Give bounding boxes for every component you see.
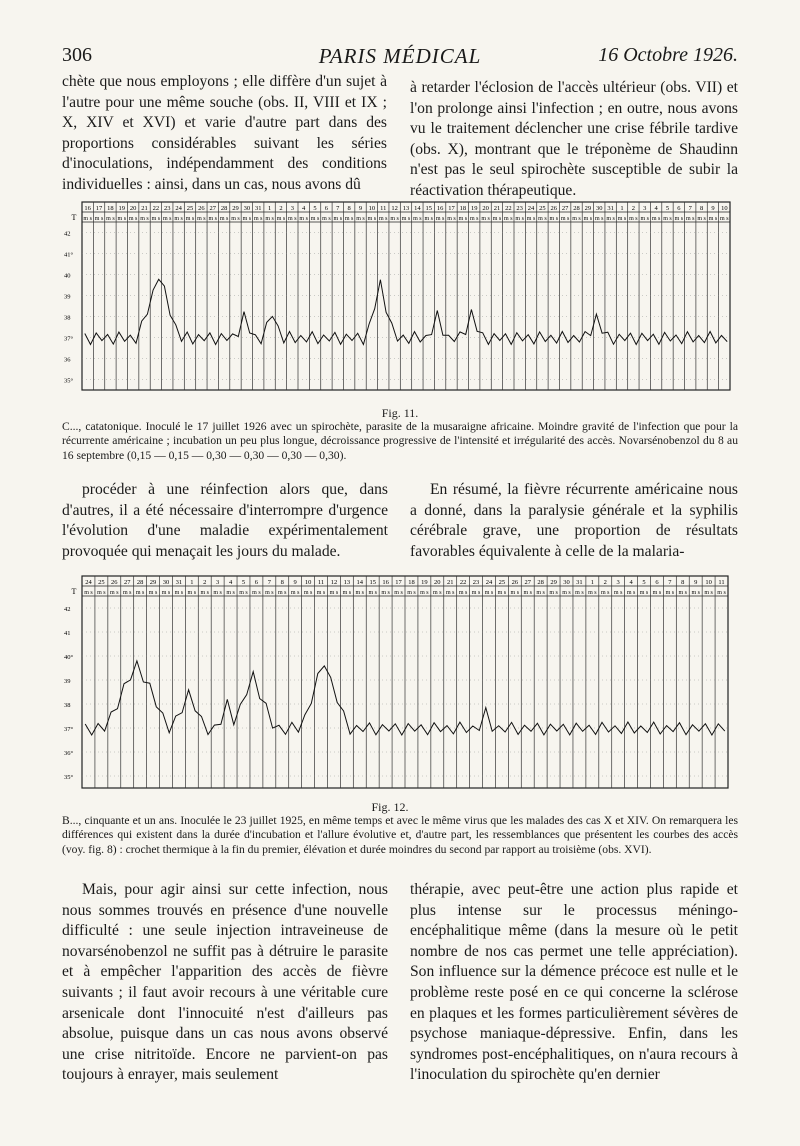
day-label: 2 (603, 579, 607, 586)
ms-label: m s (94, 216, 104, 222)
day-label: 7 (336, 205, 340, 212)
ms-label: m s (219, 216, 229, 222)
paragraph: Mais, pour agir ainsi sur cette infection, nous nous sommes trouvés en présence d'une nouvelle difficulté : une seule injection intraveineuse de novarsénobenzol ne suffit pas à détruire le parasite et à empêcher l'apparition des accès de fièvre suivants ; il faut avoir recours à une véritable cure arsenicale dont l'innocuité n'est d'ailleurs pas absolue, puisque dans un cas nous avons observé une crise nitritoïde. Encore ne parvient-on pas toujours à enrayer, mais seulement (62, 881, 388, 1084)
day-label: 16 (436, 205, 444, 212)
day-label: 29 (584, 205, 592, 212)
ms-label: m s (368, 590, 377, 596)
ms-label: m s (717, 590, 726, 596)
day-label: 21 (141, 205, 148, 212)
temp-label: 40 (64, 272, 71, 280)
paragraph: En résumé, la fièvre récurrente américaine nous a donné, dans la paralysie générale et la syphilis cérébrale grave, une proportion de résultats favorables équivalente à celle de la malaria- (410, 481, 738, 560)
day-label: 5 (665, 205, 670, 212)
paragraph: thérapie, avec peut-être une action plus rapide et plus intense sur le processus méningo-encéphalitique même (dans la mesure où le petit nombre de nos cas permet une telle appréciation). Son influence sur la démence précoce est nulle et le problème reste posé en ce qui concerne la sclérose en plaques et les formes particulièrement sévères de psychose maniaque-dépressive. Enfin, dans les syndromes post-encéphalitiques, on n'aura recours à l'inoculation du spirochète qu'en dernier (410, 881, 738, 1084)
temperature-curve (85, 279, 727, 344)
day-label: 10 (368, 205, 376, 212)
day-label: 24 (85, 579, 92, 586)
temperature-chart-12 (62, 572, 730, 792)
day-label: 30 (596, 205, 603, 212)
day-label: 21 (446, 579, 454, 586)
day-label: 16 (382, 579, 389, 586)
day-label: 20 (129, 205, 137, 212)
day-label: 19 (470, 205, 478, 212)
temp-label: 39 (64, 293, 71, 301)
ms-label: m s (492, 216, 502, 222)
day-label: 8 (280, 579, 284, 586)
day-label: 28 (136, 579, 144, 586)
ms-label: m s (239, 590, 248, 596)
day-label: 19 (118, 205, 126, 212)
ms-label: m s (390, 216, 399, 222)
day-label: 22 (505, 205, 512, 212)
day-label: 12 (391, 205, 398, 212)
ms-label: m s (342, 590, 352, 596)
ms-label: m s (174, 590, 184, 596)
figure-11-label: Fig. 11. (381, 406, 419, 420)
ms-label: m s (151, 216, 161, 222)
ms-label: m s (208, 216, 217, 222)
ms-label: m s (447, 216, 456, 222)
ms-label: m s (379, 216, 388, 222)
ms-label: m s (299, 216, 308, 222)
ms-label: m s (161, 590, 171, 596)
day-label: 2 (279, 205, 283, 212)
ms-label: m s (691, 590, 700, 596)
ms-label: m s (720, 216, 729, 222)
day-label: 2 (631, 205, 635, 212)
day-label: 6 (677, 205, 681, 212)
temperature-chart-11 (62, 198, 732, 394)
mid-right-column (410, 480, 738, 562)
ms-label: m s (663, 216, 672, 222)
ms-label: m s (572, 216, 581, 222)
day-label: 5 (241, 579, 246, 586)
paragraph: à retarder l'éclosion de l'accès ultérieur (obs. VII) et l'on prolonge ainsi l'infection ; en outre, nous avons vu le traitement déclencher une crise fébrile tardive (obs. X), montrant que le tréponème de Shaudinn n'est pas le seul spirochète susceptible de subir la réactivation thérapeutique. (410, 79, 738, 199)
ms-label: m s (685, 216, 695, 222)
ms-label: m s (316, 590, 326, 596)
ms-label: m s (253, 216, 263, 222)
figure-12-chart (62, 572, 730, 792)
ms-label: m s (97, 590, 106, 596)
day-label: 3 (643, 205, 647, 212)
day-label: 19 (421, 579, 428, 586)
ms-label: m s (148, 590, 158, 596)
day-label: 6 (655, 579, 659, 586)
day-label: 3 (216, 579, 220, 586)
temp-label: 38 (64, 702, 71, 709)
day-label: 18 (459, 205, 467, 212)
day-label: 10 (721, 205, 728, 212)
day-label: 15 (425, 205, 432, 212)
ms-label: m s (678, 590, 688, 596)
day-label: 4 (302, 205, 306, 212)
day-label: 26 (511, 579, 519, 586)
day-label: 30 (243, 205, 251, 212)
ms-label: m s (322, 216, 331, 222)
ms-label: m s (445, 590, 455, 596)
ms-label: m s (117, 216, 127, 222)
day-label: 26 (111, 579, 118, 586)
day-label: 17 (448, 205, 455, 212)
ms-label: m s (640, 216, 649, 222)
ms-label: m s (276, 216, 286, 222)
day-label: 9 (358, 205, 363, 212)
ms-label: m s (110, 590, 119, 596)
figure-11-caption: C..., catatonique. Inoculé le 17 juillet 1926 avec un spirochète, parasite de la musaraigne africaine. Moindre gravité de l'infection que pour la récurrente américaine ; incubation un peu plus longue, décroissance progressive de l'intensité et irrégularité des accès. Novarsénobenzol du 8 au 16 septembre (0,15 — 0,15 — 0,30 — 0,30 — 0,30 — 0,30). (62, 420, 738, 462)
ms-label: m s (504, 216, 513, 222)
ms-label: m s (401, 216, 411, 222)
ms-label: m s (549, 590, 558, 596)
day-label: 11 (317, 579, 325, 586)
ms-label: m s (329, 590, 339, 596)
day-label: 7 (688, 205, 692, 212)
day-label: 25 (186, 205, 194, 212)
figure-11-chart (62, 198, 732, 394)
day-label: 1 (590, 579, 594, 586)
day-label: 23 (164, 205, 171, 212)
day-label: 4 (629, 579, 633, 586)
ms-label: m s (652, 590, 662, 596)
ms-label: m s (265, 216, 274, 222)
day-label: 31 (175, 579, 183, 586)
day-label: 24 (527, 205, 535, 212)
ms-label: m s (356, 216, 365, 222)
top-left-column (62, 72, 387, 196)
day-label: 13 (402, 205, 410, 212)
ms-label: m s (106, 216, 115, 222)
ms-label: m s (290, 590, 300, 596)
ms-label: m s (231, 216, 240, 222)
temp-label: 36 (64, 356, 71, 364)
ms-label: m s (303, 590, 313, 596)
temp-label: 35° (64, 377, 74, 385)
ms-label: m s (538, 216, 547, 222)
ms-label: m s (122, 590, 132, 596)
ms-label: m s (674, 216, 684, 222)
day-label: 26 (198, 205, 205, 212)
ms-label: m s (367, 216, 377, 222)
day-label: 29 (232, 205, 239, 212)
ms-label: m s (381, 590, 390, 596)
temp-label: 40° (64, 654, 74, 661)
day-label: 28 (573, 205, 580, 212)
ms-label: m s (606, 216, 615, 222)
ms-label: m s (355, 590, 365, 596)
ms-label: m s (84, 590, 93, 596)
day-label: 1 (267, 205, 272, 212)
day-label: 30 (162, 579, 170, 586)
temp-label: 35° (64, 774, 74, 781)
day-label: 18 (107, 205, 114, 212)
day-label: 24 (485, 579, 493, 586)
day-label: 11 (380, 205, 387, 212)
ms-label: m s (484, 590, 494, 596)
ms-label: m s (163, 216, 172, 222)
ms-label: m s (515, 216, 524, 222)
day-label: 9 (711, 205, 715, 212)
ms-label: m s (333, 216, 343, 222)
day-label: 27 (561, 205, 569, 212)
ms-label: m s (213, 590, 222, 596)
temp-label: 41° (64, 251, 74, 259)
ms-label: m s (83, 216, 92, 222)
day-label: 23 (472, 579, 480, 586)
paragraph: procéder à une réinfection alors que, dans d'autres, il a été nécessaire d'interrompre d'urgence l'évolution d'une maladie expérimentalement provoquée qui menaçait les jours du malade. (62, 481, 388, 560)
day-label: 16 (84, 205, 91, 212)
temp-label: 38 (64, 314, 71, 322)
top-right-column (410, 78, 738, 202)
ms-label: m s (458, 216, 468, 222)
ms-label: m s (407, 590, 416, 596)
temp-label: 37° (64, 335, 74, 343)
day-label: 13 (343, 579, 351, 586)
day-label: 18 (408, 579, 415, 586)
day-label: 2 (203, 579, 207, 586)
ms-label: m s (424, 216, 433, 222)
day-label: 10 (304, 579, 312, 586)
ms-label: m s (140, 216, 149, 222)
ms-label: m s (549, 216, 559, 222)
ms-label: m s (187, 590, 197, 596)
ms-label: m s (265, 590, 274, 596)
ms-label: m s (575, 590, 584, 596)
day-label: 14 (414, 205, 421, 212)
ms-label: m s (588, 590, 597, 596)
day-label: 15 (369, 579, 376, 586)
ms-label: m s (185, 216, 195, 222)
chart-frame (82, 202, 730, 390)
paragraph: chète que nous employons ; elle diffère d'un sujet à l'autre pour une même souche (obs. II, VIII et IX ; X, XIV et XVI) et varie d'autre part dans des proportions considérables suivant les séries d'inoculations, indépendamment des conditions individuelles : ainsi, dans un cas, nous avons dû (62, 73, 387, 193)
day-label: 25 (98, 579, 105, 586)
mid-left-column (62, 480, 388, 562)
ms-label: m s (288, 216, 297, 222)
ms-label: m s (435, 216, 445, 222)
day-label: 27 (123, 579, 131, 586)
temp-label: 42 (64, 606, 71, 613)
ms-label: m s (665, 590, 675, 596)
ms-label: m s (560, 216, 570, 222)
figure-12-caption: B..., cinquante et un ans. Inoculée le 23 juillet 1925, en même temps et avec le même virus que les malades des cas X et XIV. On remarquera les différences qui existent dans la durée d'incubation et l'allure évolutive et, d'autre part, les ressemblances que présentent les courbes des accès (voy. fig. 8) : crochet thermique à la fin du premier, élévation et durée moindres du second par rapport au troisième (obs. XVI). (62, 814, 738, 856)
ms-label: m s (708, 216, 718, 222)
page-header (62, 44, 738, 70)
day-label: 28 (537, 579, 544, 586)
day-label: 4 (654, 205, 658, 212)
day-label: 3 (616, 579, 620, 586)
ms-label: m s (651, 216, 661, 222)
bottom-left-column (62, 880, 388, 1086)
ms-label: m s (310, 216, 320, 222)
ms-label: m s (413, 216, 422, 222)
ms-label: m s (629, 216, 638, 222)
day-label: 7 (267, 579, 271, 586)
temp-label: 39 (64, 678, 71, 685)
ms-label: m s (613, 590, 623, 596)
ms-label: m s (583, 216, 593, 222)
day-label: 26 (550, 205, 558, 212)
ms-label: m s (278, 590, 287, 596)
ms-label: m s (481, 216, 490, 222)
day-label: 1 (620, 205, 624, 212)
day-label: 9 (694, 579, 698, 586)
day-label: 27 (209, 205, 216, 212)
day-label: 23 (516, 205, 523, 212)
ms-label: m s (458, 590, 468, 596)
ms-label: m s (242, 216, 252, 222)
figure-12-label: Fig. 12. (371, 800, 409, 814)
ms-label: m s (626, 590, 636, 596)
day-label: 10 (705, 579, 712, 586)
ms-label: m s (704, 590, 713, 596)
ms-label: m s (226, 590, 235, 596)
day-label: 12 (330, 579, 338, 586)
day-label: 7 (668, 579, 672, 586)
day-label: 3 (290, 205, 294, 212)
temp-label: 37° (64, 726, 74, 733)
temp-label: 36° (64, 750, 74, 757)
journal-title: PARIS MÉDICAL (318, 44, 482, 68)
page-number: 306 (62, 44, 92, 66)
day-label: 31 (254, 205, 262, 212)
ms-label: m s (197, 216, 206, 222)
day-label: 27 (524, 579, 531, 586)
day-label: 8 (347, 205, 351, 212)
day-label: 22 (152, 205, 160, 212)
day-label: 20 (482, 205, 489, 212)
ms-label: m s (200, 590, 209, 596)
ms-label: m s (523, 590, 532, 596)
ms-label: m s (394, 590, 403, 596)
day-label: 25 (498, 579, 506, 586)
day-label: 28 (220, 205, 228, 212)
ms-label: m s (536, 590, 545, 596)
ms-label: m s (617, 216, 627, 222)
ms-label: m s (510, 590, 520, 596)
day-label: 1 (190, 579, 194, 586)
ms-label: m s (420, 590, 429, 596)
day-label: 4 (228, 579, 233, 586)
ms-label: m s (639, 590, 649, 596)
ms-label: m s (601, 590, 610, 596)
day-label: 24 (175, 205, 182, 212)
ms-label: m s (497, 590, 507, 596)
day-label: 8 (699, 205, 704, 212)
ms-label: m s (471, 590, 481, 596)
ms-label: m s (697, 216, 706, 222)
ms-label: m s (433, 590, 442, 596)
ms-label: m s (252, 590, 261, 596)
row-label: T (71, 213, 77, 222)
day-label: 11 (718, 579, 725, 586)
day-label: 29 (550, 579, 557, 586)
day-label: 21 (493, 205, 501, 212)
day-label: 22 (459, 579, 467, 586)
day-label: 8 (681, 579, 685, 586)
row-label: T (71, 587, 77, 596)
day-label: 25 (539, 205, 546, 212)
temp-label: 42 (64, 230, 71, 238)
day-label: 6 (324, 205, 329, 212)
day-label: 14 (356, 579, 364, 586)
day-label: 31 (607, 205, 614, 212)
day-label: 30 (563, 579, 570, 586)
ms-label: m s (344, 216, 354, 222)
bottom-right-column (410, 880, 738, 1086)
day-label: 31 (576, 579, 583, 586)
day-label: 20 (434, 579, 441, 586)
ms-label: m s (526, 216, 536, 222)
ms-label: m s (595, 216, 604, 222)
ms-label: m s (174, 216, 183, 222)
day-label: 29 (149, 579, 157, 586)
day-label: 5 (642, 579, 646, 586)
ms-label: m s (562, 590, 571, 596)
ms-label: m s (469, 216, 479, 222)
day-label: 5 (313, 205, 317, 212)
temp-label: 41 (64, 630, 71, 637)
issue-date: 16 Octobre 1926. (598, 44, 738, 66)
day-label: 17 (395, 579, 402, 586)
day-label: 17 (95, 205, 103, 212)
day-label: 9 (293, 579, 297, 586)
ms-label: m s (128, 216, 138, 222)
ms-label: m s (135, 590, 145, 596)
day-label: 6 (254, 579, 259, 586)
